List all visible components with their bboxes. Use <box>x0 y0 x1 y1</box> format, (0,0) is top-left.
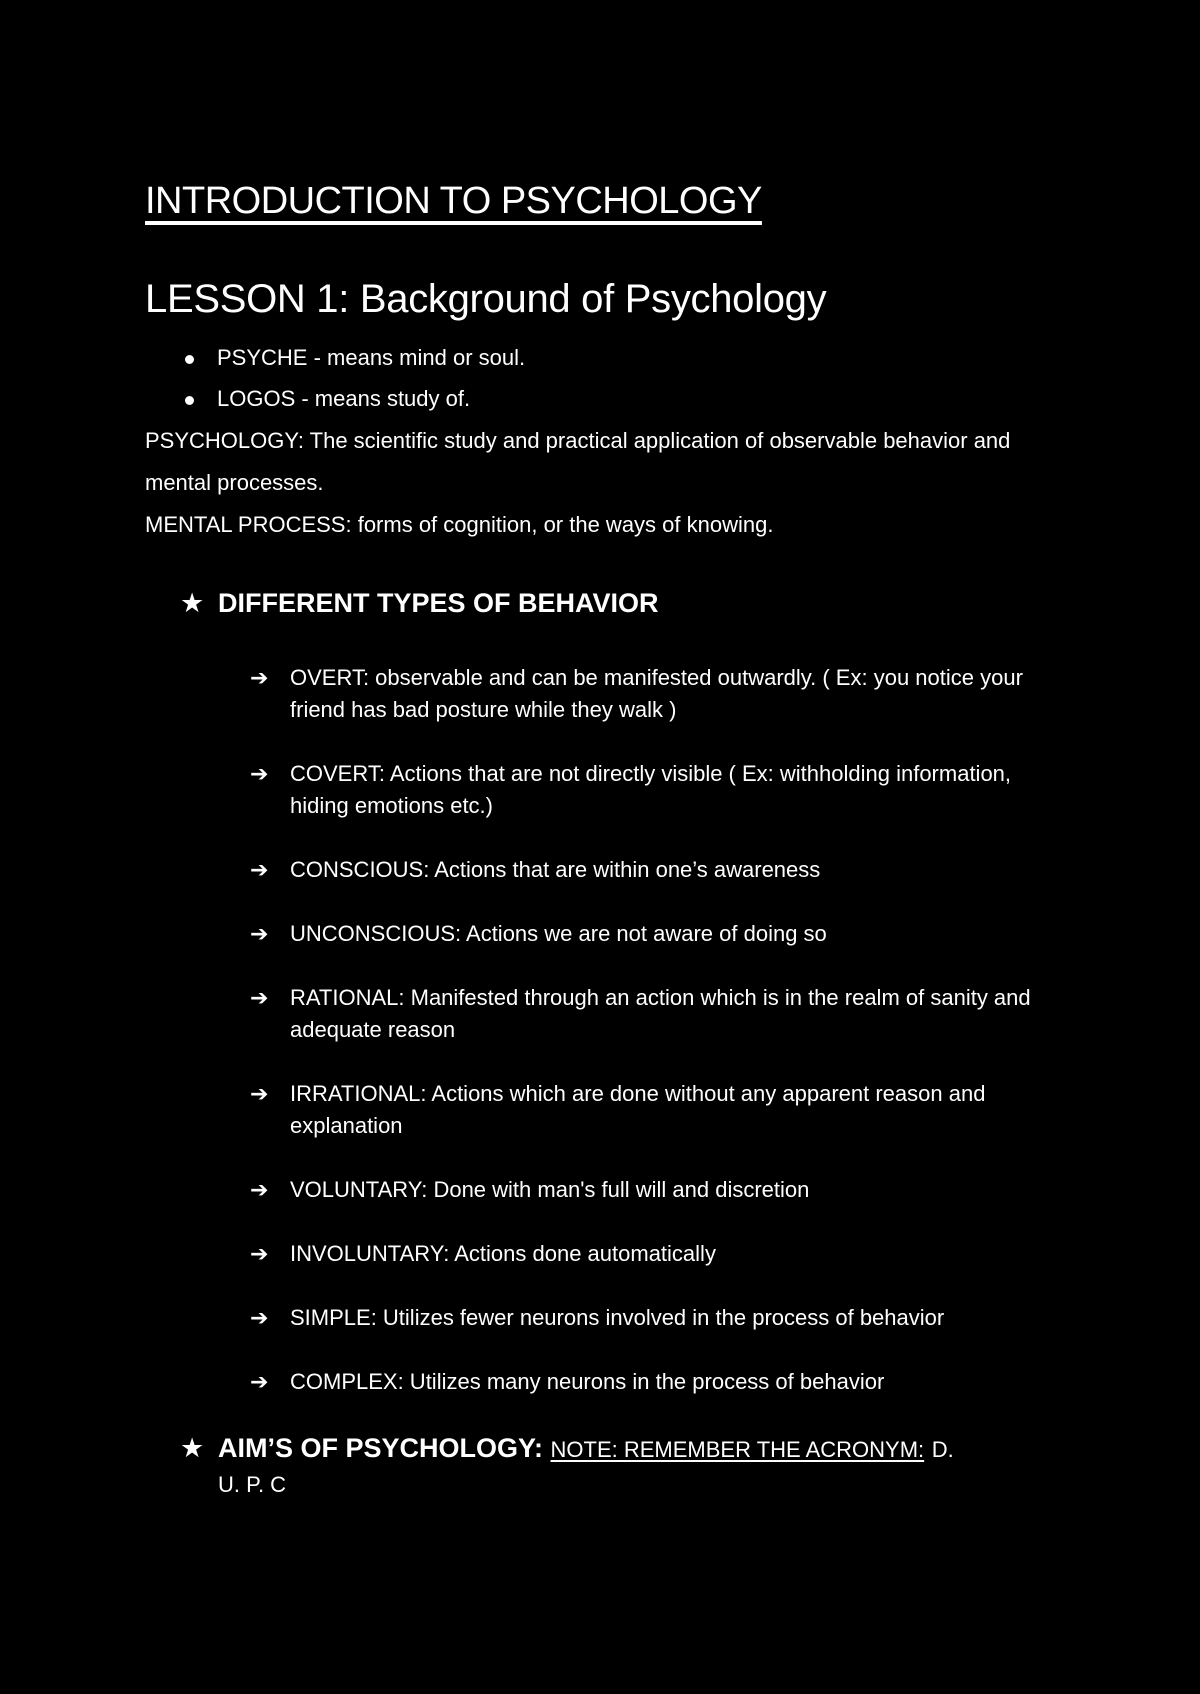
list-item <box>250 918 1060 950</box>
star-icon: ★ <box>180 588 205 618</box>
list-item <box>250 1238 1060 1270</box>
behavior-type-list <box>250 662 1060 1430</box>
behavior-text: UNCONSCIOUS: Actions we are not aware of doing so <box>290 921 827 946</box>
list-item <box>250 1078 1060 1142</box>
list-item <box>145 384 525 425</box>
psychology-definition: PSYCHOLOGY: The scientific study and practical application of observable behavior and mental processes. <box>145 428 1011 495</box>
arrow-right-icon: ➔ <box>250 921 269 946</box>
list-item <box>250 854 1060 886</box>
acronym-end: U. P. C <box>218 1472 287 1497</box>
bullet-dot-icon <box>185 396 194 405</box>
behavior-text: CONSCIOUS: Actions that are within one’s awareness <box>290 857 821 882</box>
bullet-text: LOGOS - means study of. <box>217 386 471 411</box>
list-item <box>250 758 1060 822</box>
arrow-right-icon: ➔ <box>250 985 269 1010</box>
arrow-right-icon: ➔ <box>250 1177 269 1202</box>
list-item <box>250 1302 1060 1334</box>
lesson-title: LESSON 1: Background of Psychology <box>145 277 827 321</box>
behavior-text: COMPLEX: Utilizes many neurons in the process of behavior <box>290 1369 885 1394</box>
behavior-text: OVERT: observable and can be manifested outwardly. ( Ex: you notice your friend has bad posture while they walk ) <box>290 665 1023 722</box>
list-item <box>250 1174 1060 1206</box>
arrow-right-icon: ➔ <box>250 761 269 786</box>
acronym-start: D. <box>931 1437 954 1462</box>
mental-process-definition: MENTAL PROCESS: forms of cognition, or the ways of knowing. <box>145 512 774 537</box>
behavior-text: SIMPLE: Utilizes fewer neurons involved in the process of behavior <box>290 1305 945 1330</box>
behavior-text: COVERT: Actions that are not directly visible ( Ex: withholding information, hiding emotions etc.) <box>290 761 1012 818</box>
section-title: DIFFERENT TYPES OF BEHAVIOR <box>218 588 659 618</box>
list-item <box>250 982 1060 1046</box>
arrow-right-icon: ➔ <box>250 1081 269 1106</box>
behavior-text: IRRATIONAL: Actions which are done without any apparent reason and explanation <box>290 1081 986 1138</box>
bullet-dot-icon <box>185 355 194 364</box>
behavior-text: VOLUNTARY: Done with man's full will and discretion <box>290 1177 810 1202</box>
section-title: AIM’S OF PSYCHOLOGY: <box>218 1433 544 1463</box>
arrow-right-icon: ➔ <box>250 665 269 690</box>
arrow-right-icon: ➔ <box>250 1369 269 1394</box>
arrow-right-icon: ➔ <box>250 1241 269 1266</box>
bullet-text: PSYCHE - means mind or soul. <box>217 345 526 370</box>
list-item <box>250 662 1060 726</box>
list-item <box>250 1366 1060 1398</box>
list-item <box>145 343 525 384</box>
arrow-right-icon: ➔ <box>250 857 269 882</box>
behavior-text: INVOLUNTARY: Actions done automatically <box>290 1241 716 1266</box>
behavior-text: RATIONAL: Manifested through an action which is in the realm of sanity and adequate reason <box>290 985 1031 1042</box>
acronym-note: NOTE: REMEMBER THE ACRONYM: <box>550 1437 925 1462</box>
star-icon: ★ <box>180 1433 205 1463</box>
behavior-section-heading <box>180 588 659 619</box>
document-title: INTRODUCTION TO PSYCHOLOGY <box>145 180 762 222</box>
arrow-right-icon: ➔ <box>250 1305 269 1330</box>
term-bullet-list <box>145 343 525 425</box>
aims-section-heading <box>180 1430 1060 1502</box>
